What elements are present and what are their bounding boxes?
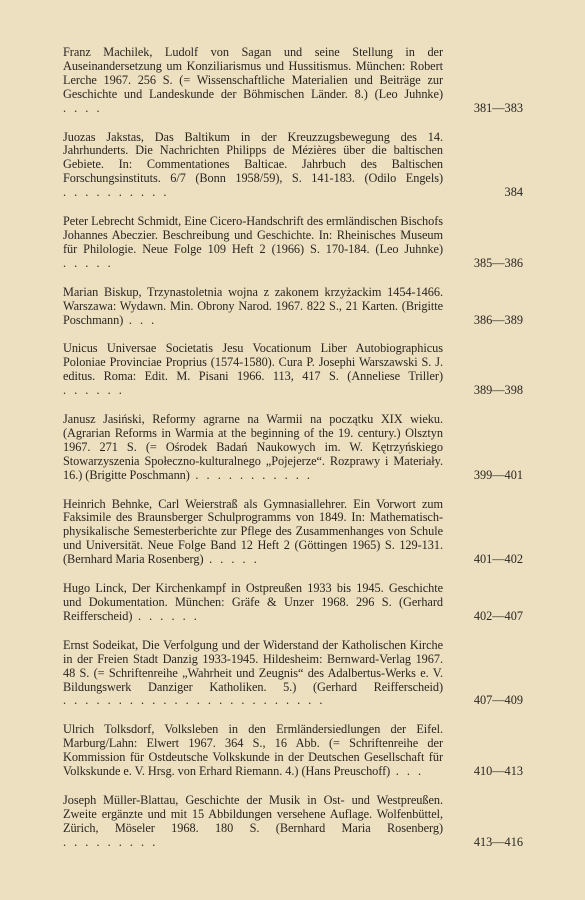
bibliography-entry — [63, 639, 523, 709]
leader-dots: . . . . — [63, 100, 103, 115]
entry-text — [63, 342, 443, 398]
page-range: 413—416 — [473, 834, 523, 849]
entry-citation: Franz Machilek, Ludolf von Sagan und seine Stellung in der Auseinandersetzung um Konziliarismus und Hussitismus. München: Robert Lerche 1967. 256 S. (= Wissenschaftliche Materialien und Beiträge zur Geschichte und Landeskunde der Böhmischen Länder. 8.) (Leo Juhnke) — [63, 46, 443, 101]
page-range: 381—383 — [473, 100, 523, 115]
entry-text — [63, 639, 443, 709]
entry-text — [63, 413, 443, 483]
bibliography-entry — [63, 46, 523, 116]
entry-text — [63, 498, 443, 568]
leader-dots: . . . . . — [203, 552, 260, 567]
page-range: 407—409 — [473, 693, 523, 708]
entry-citation: Unicus Universae Societatis Jesu Vocationum Liber Autobiographicus Poloniae Provinciae Proprius (1574-1580). Cura P. Josephi Warszawski S. J. editus. Roma: Edit. M. Pisani 1966. 113, 417 S. (Anneliese Triller) — [63, 342, 443, 384]
page-range: 389—398 — [473, 383, 523, 398]
entry-citation: Joseph Müller-Blattau, Geschichte der Musik in Ost- und Westpreußen. Zweite ergänzte und mit 15 Abbildungen versehene Auflage. Wolfenbüttel, Zürich, Möseler 1968. 180 S. (Bernhard Maria Rosenberg) — [63, 793, 443, 835]
page-range: 410—413 — [473, 764, 523, 779]
bibliography-entry — [63, 498, 523, 568]
bibliography-list — [63, 46, 523, 850]
entry-text — [63, 131, 443, 201]
leader-dots: . . . . . . . . . . . — [189, 467, 313, 482]
bibliography-entry — [63, 723, 523, 779]
bibliography-entry — [63, 342, 523, 398]
bibliography-entry — [63, 131, 523, 201]
leader-dots: . . . . . . . . . — [63, 834, 158, 849]
leader-dots: . . . . . . — [132, 608, 200, 623]
leader-dots: . . . . . . — [63, 383, 125, 398]
leader-dots: . . . . . — [63, 255, 114, 270]
leader-dots: . . . — [123, 312, 157, 327]
page-range: 385—386 — [473, 255, 523, 270]
entry-text — [63, 723, 443, 779]
leader-dots: . . . . . . . . . . . . . . . . . . . . . . . . — [63, 693, 325, 708]
entry-citation: Hugo Linck, Der Kirchenkampf in Ostpreußen 1933 bis 1945. Geschichte und Dokumentation. München: Gräfe & Unzer 1968. 296 S. (Gerhard Reifferscheid) — [63, 582, 443, 623]
leader-dots: . . . — [390, 764, 424, 779]
page-range: 384 — [504, 185, 523, 200]
entry-text — [63, 286, 443, 328]
page-range: 402—407 — [473, 608, 523, 623]
page-range: 401—402 — [473, 552, 523, 567]
entry-text — [63, 794, 443, 850]
entry-citation: Janusz Jasiński, Reformy agrarne na Warmii na początku XIX wieku. (Agrarian Reforms in Warmia at the beginning of the 19. century.) Olsztyn 1967. 271 S. (= Ośrodek Badań Naukowych im. W. Kętrzyńskiego Stowarzyszenia Społeczno-kulturalnego „Pojejerze“. Rozprawy i Materiały. 16.) (Brigitte Poschmann) — [63, 413, 443, 482]
entry-citation: Juozas Jakstas, Das Baltikum in der Kreuzzugsbewegung des 14. Jahrhunderts. Die Nachrichten Philipps de Mézières über die baltischen Gebiete. In: Commentationes Balticae. Jahrbuch des Baltischen Forschungsinstituts. 6/7 (Bonn 1958/59), S. 141-183. (Odilo Engels) — [63, 130, 443, 186]
bibliography-entry — [63, 582, 523, 624]
entry-text — [63, 582, 443, 624]
entry-text — [63, 215, 443, 271]
entry-citation: Heinrich Behnke, Carl Weierstraß als Gymnasiallehrer. Ein Vorwort zum Faksimile des Braunsberger Schulprogramms von 1849. In: Mathematisch-physikalische Semesterberichte zur Pflege des Zusammenhanges von Schule und Universität. Neue Folge Band 12 Heft 2 (Göttingen 1965) S. 129-131. (Bernhard Maria Rosenberg) — [63, 497, 443, 567]
page-range: 386—389 — [473, 312, 523, 327]
bibliography-entry — [63, 794, 523, 850]
bibliography-entry — [63, 286, 523, 328]
entry-text — [63, 46, 443, 116]
entry-citation: Ernst Sodeikat, Die Verfolgung und der Widerstand der Katholischen Kirche in der Freien Stadt Danzig 1933-1945. Hildesheim: Bernward-Verlag 1967. 48 S. (= Schriftenreihe „Wahrheit und Zeugnis“ des Adalbertus-Werks e. V. Bildungswerk Danziger Katholiken. 5.) (Gerhard Reifferscheid) — [63, 638, 443, 694]
bibliography-entry — [63, 215, 523, 271]
entry-citation: Marian Biskup, Trzynastoletnia wojna z zakonem krzyżackim 1454-1466. Warszawa: Wydawn. Min. Obrony Narod. 1967. 822 S., 21 Karten. (Brigitte Poschmann) — [63, 285, 443, 327]
entry-citation: Ulrich Tolksdorf, Volksleben in den Ermländersiedlungen der Eifel. Marburg/Lahn: Elwert 1967. 364 S., 16 Abb. (= Schriftenreihe der Kommission für Ostdeutsche Volkskunde in der Deutschen Gesellschaft für Volkskunde e. V. Hrsg. von Erhard Riemann. 4.) (Hans Preuschoff) — [63, 723, 443, 779]
page-range: 399—401 — [473, 467, 523, 482]
bibliography-entry — [63, 413, 523, 483]
leader-dots: . . . . . . . . . . — [63, 185, 169, 200]
entry-citation: Peter Lebrecht Schmidt, Eine Cicero-Handschrift des ermländischen Bischofs Johannes Abeczier. Beschreibung und Geschichte. In: Rheinisches Museum für Philologie. Neue Folge 109 Heft 2 (1966) S. 170-184. (Leo Juhnke) — [63, 215, 443, 256]
